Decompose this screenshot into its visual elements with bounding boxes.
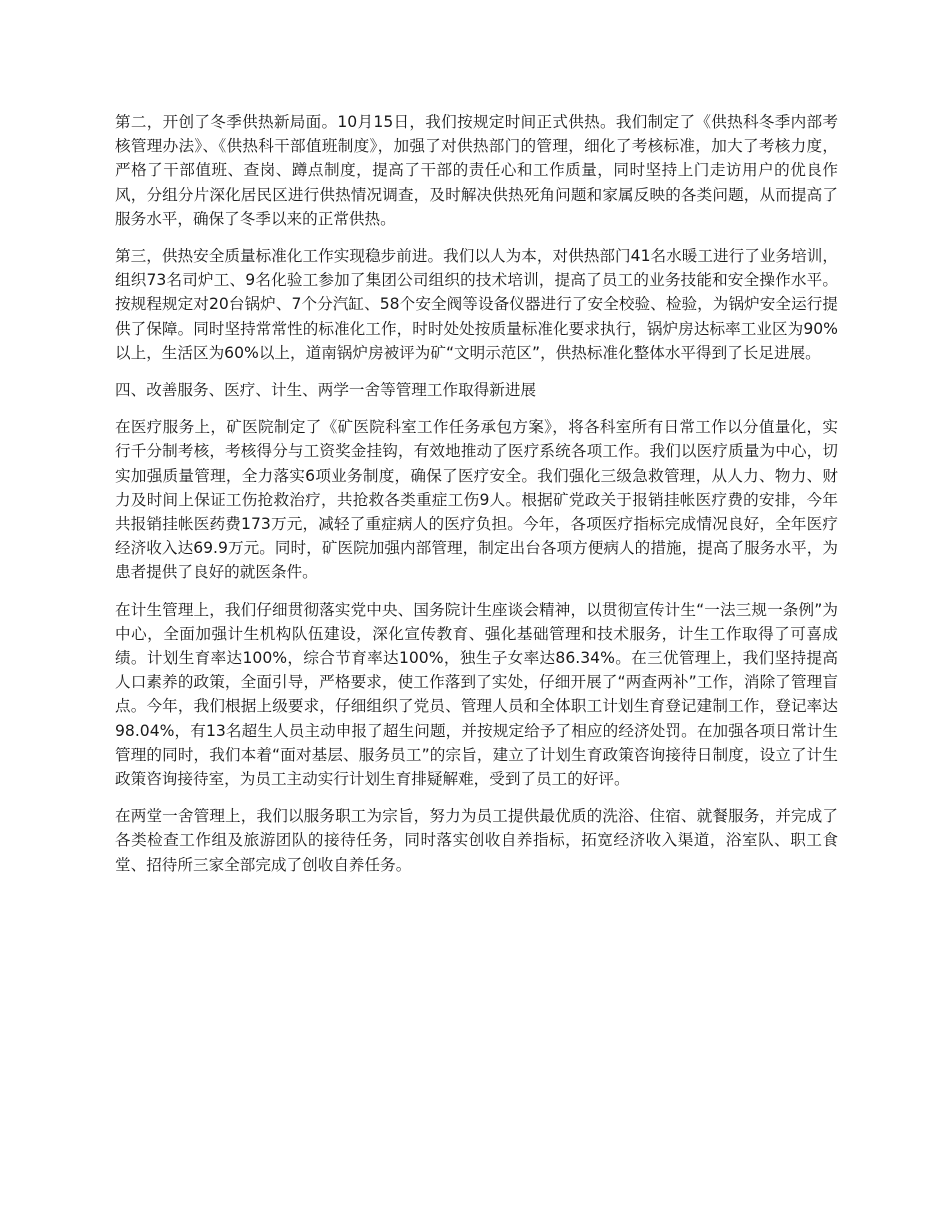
section-heading-services: 四、改善服务、医疗、计生、两学一舍等管理工作取得新进展 [115,381,537,400]
paragraph-heating-safety: 第三，供热安全质量标准化工作实现稳步前进。我们以人为本，对供热部门41名水暖工进行了业务培训，组织73名司炉工、9名化验工参加了集团公司组织的技术培训，提高了员工的业务技能和安全操作水平。按规程规定对20台锅炉、7个分汽缸、58个安全阀等设备仪器进行了安全校验、检验，为锅炉安全运行提供了保障。同时坚持常常性的标准化工作，时时处处按质量标准化要求执行，锅炉房达标率工业区为90%以上，生活区为60%以上，道南锅炉房被评为矿“文明示范区”，供热标准化整体水平得到了长足进展。 [115,247,838,362]
document-body [115,110,838,890]
paragraph-canteen-dormitory: 在两堂一舍管理上，我们以服务职工为宗旨，努力为员工提供最优质的洗浴、住宿、就餐服务，并完成了各类检查工作组及旅游团队的接待任务，同时落实创收自养指标，拓宽经济收入渠道，浴室队、职工食堂、招待所三家全部完成了创收自养任务。 [115,807,838,874]
paragraph-heating-winter: 第二，开创了冬季供热新局面。10月15日，我们按规定时间正式供热。我们制定了《供热科冬季内部考核管理办法》、《供热科干部值班制度》，加强了对供热部门的管理，细化了考核标准，加大了考核力度，严格了干部值班、查岗、蹲点制度，提高了干部的责任心和工作质量，同时坚持上门走访用户的优良作风，分组分片深化居民区进行供热情况调查，及时解决供热死角问题和家属反映的各类问题，从而提高了服务水平，确保了冬季以来的正常供热。 [115,113,838,228]
paragraph-family-planning: 在计生管理上，我们仔细贯彻落实党中央、国务院计生座谈会精神，以贯彻宣传计生“一法三规一条例”为中心，全面加强计生机构队伍建设，深化宣传教育、强化基础管理和技术服务，计生工作取得了可喜成绩。计划生育率达100%，综合节育率达100%，独生子女率达86.34%。在三优管理上，我们坚持提高人口素养的政策，全面引导，严格要求，使工作落到了实处，仔细开展了“两查两补”工作，消除了管理盲点。今年，我们根据上级要求，仔细组织了党员、管理人员和全体职工计划生育登记建制工作，登记率达98.04%，有13名超生人员主动申报了超生问题，并按规定给予了相应的经济处罚。在加强各项日常计生管理的同时，我们本着“面对基层、服务员工”的宗旨，建立了计划生育政策咨询接待日制度，设立了计生政策咨询接待室，为员工主动实行计划生育排疑解难，受到了员工的好评。 [115,600,838,789]
paragraph-medical-services: 在医疗服务上，矿医院制定了《矿医院科室工作任务承包方案》，将各科室所有日常工作以分值量化，实行千分制考核，考核得分与工资奖金挂钩，有效地推动了医疗系统各项工作。我们以医疗质量为中心，切实加强质量管理，全力落实6项业务制度，确保了医疗安全。我们强化三级急救管理，从人力、物力、财力及时间上保证工伤抢救治疗，共抢救各类重症工伤9人。根据矿党政关于报销挂帐医疗费的安排，今年共报销挂帐医药费173万元，减轻了重症病人的医疗负担。今年，各项医疗指标完成情况良好，全年医疗经济收入达69.9万元。同时，矿医院加强内部管理，制定出台各项方便病人的措施，提高了服务水平，为患者提供了良好的就医条件。 [115,418,838,582]
